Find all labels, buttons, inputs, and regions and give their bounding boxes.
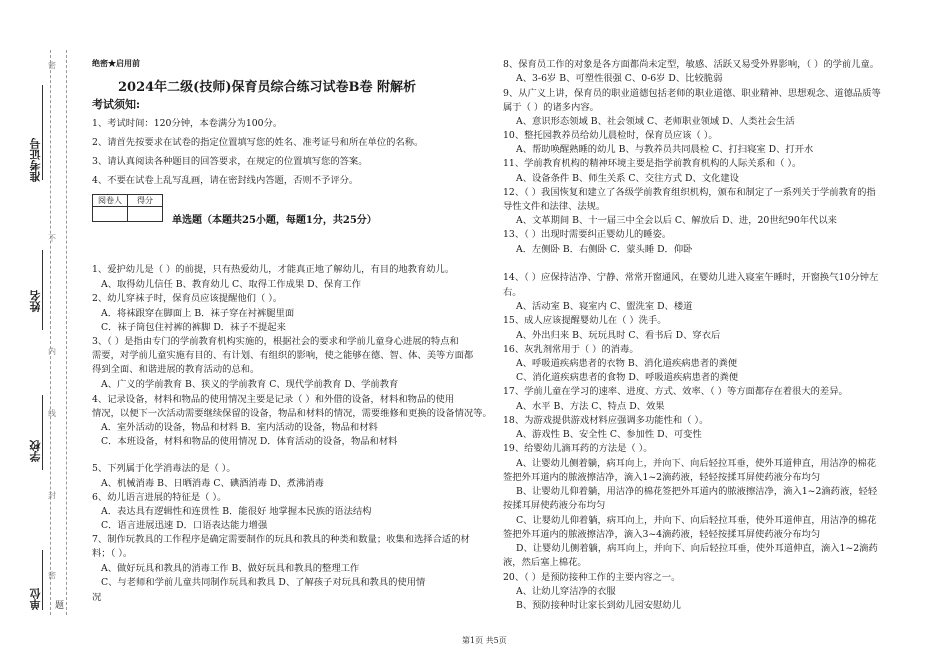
page-title: 2024年二级(技师)保育员综合练习试卷B卷 附解析: [118, 80, 416, 95]
seal-char: 密: [48, 61, 56, 70]
notice-heading: 考试须知:: [92, 98, 141, 111]
option-line: A、意识形态领域 B、社会领域 C、老师职业领域 D、人类社会生活: [516, 116, 795, 127]
option-line: 液，然后塞上棉花。: [503, 557, 587, 568]
unit-label: 单位: [29, 588, 42, 610]
seal-char: 密: [48, 571, 56, 580]
seal-line-outer: [50, 50, 51, 615]
notice-item: 4、不要在试卷上乱写乱画，请在密封线内答题，否则不予评分。: [92, 175, 359, 186]
option-line: A、活动室 B、寝室内 C、盥洗室 D、楼道: [516, 301, 693, 312]
option-line: C、消化道疾病患者的食物 D、呼吸道疾病患者的粪便: [516, 372, 739, 383]
option-line: A．室外活动的设备，物品和材料 B．室内活动的设备，物品和材料: [101, 422, 378, 433]
option-line: A、让婴幼儿侧着躺，病耳向上，并向下、向后轻拉耳垂，使外耳道伸直，用洁净的棉花: [516, 458, 876, 469]
question-line: 4、记录设备，材料和物品的使用情况主要是记录（ ）和外借的设备，材料和物品的使用: [92, 394, 455, 405]
reviewer-cell: 阅卷人: [93, 195, 128, 207]
question-line: 属于（ ）的诸多内容。: [503, 102, 599, 113]
question-line: 1、爱护幼儿是（ ）的前提，只有热爱幼儿，才能真正地了解幼儿，有目的地教育幼儿。: [92, 264, 455, 275]
seal-char: 封: [48, 491, 56, 500]
option-line: C、与老师和学前儿童共同制作玩具和教具 D、了解孩子对玩具和教具的使用情: [101, 577, 426, 588]
option-line: A、帮助唤醒熟睡的幼儿 B、与教养员共同晨检 C、打扫寝室 D、打开水: [516, 144, 814, 155]
school-label: 学校: [29, 440, 42, 462]
question-line: 8、保育员工作的对象是各方面都尚未定型，敏感、活跃又易受外界影响，（ ）的学前儿童。: [503, 59, 880, 70]
seal-char: 内: [48, 347, 56, 356]
page-number: 第1页 共5页: [462, 636, 507, 645]
option-line: B、让婴幼儿仰着躺，用洁净的棉花签把外耳道内的脓液擦洁净，滴入1~2滴药液，轻轻: [516, 486, 878, 497]
question-line: 18、为游戏提供游戏材料应强调多功能性和（ ）。: [503, 415, 709, 426]
binding-margin: [0, 0, 80, 671]
question-line: 11、学前教育机构的精神环境主要是指学前教育机构的人际关系和（ ）。: [503, 158, 802, 169]
name-field[interactable]: [42, 250, 44, 330]
question-line: 16、灰乳剂常用于（ ）的消毒。: [503, 344, 639, 355]
question-line: 17、学前儿童在学习的速率、进度、方式、效率、（ ）等方面都存在着很大的差异。: [503, 386, 848, 397]
question-line: 15、成人应该提醒婴幼儿在（ ）洗手。: [503, 315, 667, 326]
notice-item: 1、考试时间：120分钟，本卷满分为100分。: [92, 118, 283, 129]
question-line: 13、（ ）出现时需要纠正婴幼儿的睡姿。: [503, 229, 672, 240]
score-cell: 得分: [128, 195, 163, 207]
question-line: 右。: [503, 287, 522, 298]
score-table: [92, 194, 163, 222]
question-line: 3、（ ）是指由专门的学前教育机构实施的，根据社会的要求和学前儿童身心进展的特点和: [92, 336, 459, 347]
option-line: A、机械消毒 B、日晒消毒 C、碘酒消毒 D、煮沸消毒: [101, 478, 324, 489]
question-line: 20、（ ）是预防接种工作的主要内容之一。: [503, 572, 681, 583]
question-line: 6、幼儿语言进展的特征是（ ）。: [92, 492, 227, 503]
option-line: 签把外耳道内的脓液擦洁净，滴入3~4滴药液，轻轻按揉耳屏使药液分布均匀: [503, 529, 821, 540]
option-line: A、文革期间 B、十一届三中全会以后 C、解放后 D、进，20世纪90年代以来: [516, 215, 837, 226]
question-line: 7、制作玩教具的工作程序是确定需要制作的玩具和教具的种类和数量；收集和选择合适的材: [92, 534, 470, 545]
option-line: A、3-6岁 B、可塑性很强 C、0-6岁 D、比较脆弱: [516, 73, 723, 84]
secret-mark: 绝密★启用前: [92, 58, 140, 68]
option-line: 按揉耳屏使药液分布均匀: [503, 500, 606, 511]
question-line: 14、（ ）应保持洁净、宁静、常常开窗通风，在婴幼儿进入寝室午睡时，开窗换气10分钟左: [503, 272, 879, 283]
question-line: 19、给婴幼儿滴耳药的方法是（ ）。: [503, 443, 653, 454]
option-line: C．袜子筒包住衬裤的裤脚 D．袜子不提起来: [101, 322, 286, 333]
option-line: 签把外耳道内的脓液擦洁净，滴入1~2滴药液，轻轻按揉耳屏使药液分布均匀: [503, 472, 821, 483]
option-line: A、设备条件 B、师生关系 C、交往方式 D、文化建设: [516, 173, 739, 184]
question-line: 情况，以便下一次活动需要继续保留的设备，物品和材料的情况，需要维修和更换的设备情况等。: [92, 408, 492, 419]
section-title: 单选题（本题共25小题，每题1分，共25分）: [172, 215, 377, 226]
name-label: 姓名: [29, 290, 42, 312]
score-input[interactable]: [128, 207, 163, 222]
seal-text: 题: [55, 601, 65, 611]
option-line: A、水平 B、方法 C、特点 D、效果: [516, 401, 665, 412]
seal-char: 不: [48, 234, 56, 243]
seal-line-inner: [66, 50, 67, 615]
option-line: A．表达具有逻辑性和连贯性 B．能很好 地掌握本民族的语法结构: [101, 506, 372, 517]
option-line: B、预防接种时让家长到幼儿园安慰幼儿: [516, 600, 681, 611]
question-line: 10、整托园教养员给幼儿晨检时，保育员应该（ ）。: [503, 130, 718, 141]
option-line: A、外出归来 B、玩玩具时 C、看书后 D、穿衣后: [516, 330, 721, 341]
option-line: D、让婴幼儿侧着躺，病耳向上，并向下、向后轻拉耳垂，使外耳道伸直，滴入1~2滴药: [516, 543, 878, 554]
question-line: 9、从广义上讲，保育员的职业道德包括老师的职业道德、职业精神、思想观念、道德品质等: [503, 88, 881, 99]
option-line: C．本班设备，材料和物品的使用情况 D．体育活动的设备，物品和材料: [101, 436, 398, 447]
school-field[interactable]: [42, 395, 44, 470]
seal-char: 线: [48, 409, 56, 418]
question-line: 导性文件和法律、法规。: [503, 201, 606, 212]
notice-item: 3、请认真阅读各种题目的回答要求，在规定的位置填写您的答案。: [92, 156, 368, 167]
question-line: 得到全面、和谐进展的教育活动的总和。: [92, 364, 260, 375]
exam-id-field[interactable]: [42, 85, 44, 180]
question-line: 料；（ ）。: [92, 548, 133, 559]
question-line: 5、下列属于化学消毒法的是（ ）。: [92, 463, 236, 474]
option-line: A、让幼儿穿洁净的衣服: [516, 586, 616, 597]
option-line: A、广义的学前教育 B、狭义的学前教育 C、现代学前教育 D、学前教育: [101, 379, 399, 390]
option-line: A．左侧卧 B．右侧卧 C．蒙头睡 D．仰卧: [516, 244, 693, 255]
option-line: 况: [92, 592, 102, 603]
option-line: A、取得幼儿信任 B、教育幼儿 C、取得工作成果 D、保育工作: [101, 279, 362, 290]
option-line: A、做好玩具和教具的消毒工作 B、做好玩具和教具的整理工作: [101, 563, 360, 574]
option-line: C．语言进展迅速 D．口语表达能力增强: [101, 520, 268, 531]
option-line: C、让婴幼儿仰着躺，病耳向上，并向下、向后轻拉耳垂，使外耳道伸直，用洁净的棉花: [516, 515, 877, 526]
option-line: A、游戏性 B、安全性 C、参加性 D、可变性: [516, 429, 702, 440]
notice-item: 2、请首先按要求在试卷的指定位置填写您的姓名、准考证号和所在单位的名称。: [92, 137, 424, 148]
question-line: 12、（ ）我国恢复和建立了各级学前教育组织机构，颁布和制定了一系列关于学前教育的指: [503, 187, 876, 198]
question-line: 需要，对学前儿童实施有目的、有计划、有组织的影响，使之能够在德、智、体、美等方面都: [92, 350, 474, 361]
reviewer-input[interactable]: [93, 207, 128, 222]
unit-field[interactable]: [42, 550, 44, 610]
question-line: 2、幼儿穿袜子时，保育员应该提醒他们（ ）。: [92, 293, 283, 304]
exam-id-label: 准考证号: [29, 138, 42, 182]
option-line: A、呼吸道疾病患者的衣物 B、消化道疾病患者的粪便: [516, 358, 738, 369]
option-line: A．将袜跟穿在脚面上 B．袜子穿在衬裤腿里面: [101, 308, 295, 319]
